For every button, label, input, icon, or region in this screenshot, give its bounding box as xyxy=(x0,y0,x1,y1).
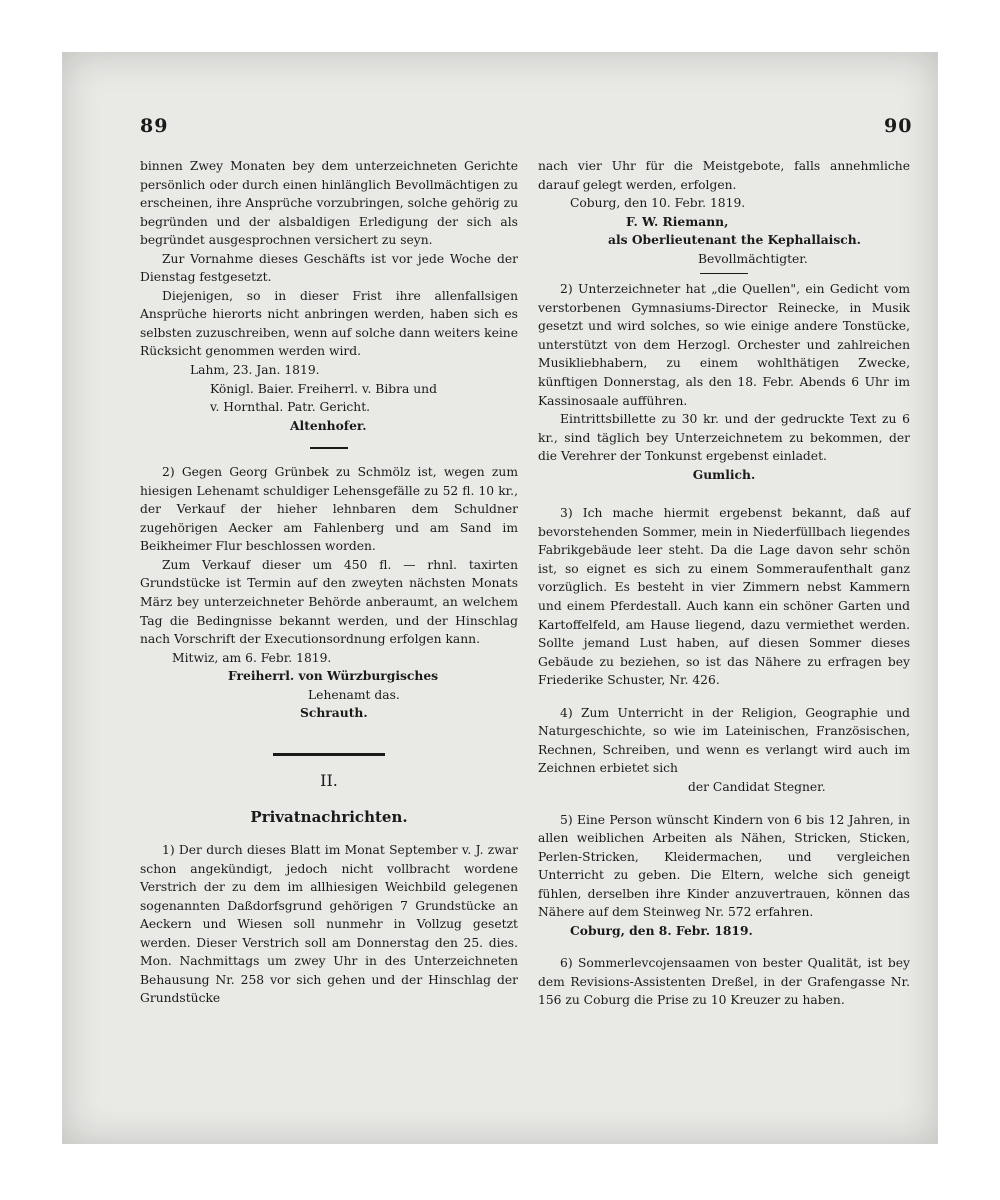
spacer xyxy=(538,940,910,954)
spacer xyxy=(538,797,910,811)
private-notice-2: 2) Unterzeichneter hat „die Quellen", ein Gedicht vom verstorbenen Gymnasiums-Director Reinecke, in Musik gesetzt und wird solches, so wie einige andere Tonstücke, unterstützt von dem Herzogl. Orchester und zahlreichen Musikliebhabern, zu einem wohlthätigen Zwecke, künftigen Donnerstag, als den 18. Febr. Abends 6 Uhr im Kassinosaale aufführen. xyxy=(538,282,910,408)
private-notice-1: 1) Der durch dieses Blatt im Monat September v. J. zwar schon angekündigt, jedoch nicht vollbracht wordene Verstrich der zu dem im allhiesigen Weichbild gelegenen sogenannten Daßdorfsgrund gehörigen 7 Grundstücke an Aeckern und Wiesen soll nunmehr in Vollzug gesetzt werden. Dieser Verstrich soll am Donnerstag den 25. dies. Mon. Nachmittags um zwey Uhr in des Unterzeichneten Behausung Nr. 258 vor sich gehen und der Hinschlag der Grundstücke xyxy=(140,842,518,1006)
private-notice-2-continued: Eintrittsbillette zu 30 kr. und der gedruckte Text zu 6 kr., sind täglich bey Unterzeichnetem zu bekommen, der die Verehrer der Tonkunst ergebenst einladet. xyxy=(538,412,910,464)
signature-place-date: Coburg, den 10. Febr. 1819. xyxy=(570,196,746,211)
notice-1-continued: nach vier Uhr für die Meistgebote, falls annehmliche darauf gelegt werden, erfolgen. xyxy=(538,159,910,192)
signature-line: v. Hornthal. Patr. Gericht. xyxy=(210,400,371,415)
paragraph-schedule: Zur Vornahme dieses Geschäfts ist vor jede Woche der Dienstag festgesetzt. xyxy=(140,251,518,285)
spacer xyxy=(538,690,910,704)
signature-name: Gumlich. xyxy=(692,466,756,482)
right-column xyxy=(538,157,910,1010)
left-column xyxy=(140,157,518,1008)
signature-line: Freiherrl. von Würzburgisches xyxy=(228,668,439,684)
spacer xyxy=(538,484,910,504)
signature-place-date: Lahm, 23. Jan. 1819. xyxy=(190,363,320,378)
signature-name: Altenhofer. xyxy=(290,417,367,433)
notice-2: 2) Gegen Georg Grünbek zu Schmölz ist, wegen zum hiesigen Lehenamt schuldiger Lehensgefälle zu 52 fl. 10 kr., der Verkauf der hieher lehnbaren dem Schuldner zugehörigen Aecker am Fahlenberg und am Sand im Beikheimer Flur beschlossen worden. xyxy=(140,465,518,554)
signature-place-date: Mitwiz, am 6. Febr. 1819. xyxy=(172,650,332,665)
page-number-right: 90 xyxy=(884,115,913,137)
page-number-left: 89 xyxy=(140,115,169,137)
divider xyxy=(700,273,748,274)
section-number: II. xyxy=(320,770,338,790)
signature-line: Lehenamt das. xyxy=(308,687,400,702)
signature-line: als Oberlieutenant the Kephallaisch. xyxy=(608,232,861,248)
notice-2-continued: Zum Verkauf dieser um 450 fl. — rhnl. taxirten Grundstücke ist Termin auf den zweyten nächsten Monats März bey unterzeichneter Behörde anberaumt, an welchem Tag die Bedingnisse bekannt werden, und der Hinschlag nach Vorschrift der Executionsordnung erfolgen kann. xyxy=(140,557,518,647)
section-title: Privatnachrichten. xyxy=(250,808,408,827)
signature-place-date: Coburg, den 8. Febr. 1819. xyxy=(570,922,753,938)
section-divider xyxy=(273,753,385,756)
signature-name: F. W. Riemann, xyxy=(626,213,729,229)
signature-line: Königl. Baier. Freiherrl. v. Bibra und xyxy=(210,381,437,396)
paragraph-intro: binnen Zwey Monaten bey dem unterzeichneten Gerichte persönlich oder durch einen hinlänglich Bevollmächtigen zu erscheinen, ihre Ansprüche vorzubringen, solche gehörig zu begründen und der alsbaldigen Erledigung der sich als begründet ausgesprochnen versichert zu seyn. xyxy=(140,159,518,248)
paragraph-warning: Diejenigen, so in dieser Frist ihre allenfallsigen Ansprüche hierorts nicht anbringen werden, haben sich es selbsten zuzuschreiben, wenn auf solche dann weiters keine Rücksicht genommen werden wird. xyxy=(140,288,518,359)
signature-name: Schrauth. xyxy=(300,705,368,721)
private-notice-6: 6) Sommerlevcojensaamen von bester Qualität, ist bey dem Revisions-Assistenten Dreßel, in der Grafengasse Nr. 156 zu Coburg die Prise zu 10 Kreuzer zu haben. xyxy=(538,956,910,1008)
divider xyxy=(310,447,348,449)
private-notice-3: 3) Ich mache hiermit ergebenst bekannt, daß auf bevorstehenden Sommer, mein in Niederfüllbach liegendes Fabrikgebäude leer steht. Da die Lage davon sehr schön ist, so eignet es sich zu einem Sommeraufenthalt ganz vorzüglich. Es besteht in vier Zimmern nebst Kammern und einem Pferdestall. Auch kann ein schöner Garten und Kartoffelfeld, am Hause liegend, dazu vermiethet werden. Sollte jemand Lust haben, auf diesen Sommer dieses Gebäude zu beziehen, so ist das Nähere zu erfragen bey Friederike Schuster, Nr. 426. xyxy=(538,506,910,688)
signature-name: der Candidat Stegner. xyxy=(688,779,826,794)
signature-line: Bevollmächtigter. xyxy=(698,251,808,266)
private-notice-5: 5) Eine Person wünscht Kindern von 6 bis 12 Jahren, in allen weiblichen Arbeiten als Nähen, Stricken, Sticken, Perlen-Stricken, Kleidermachen, und vergleichen Unterricht zu geben. Die Eltern, welche sich geneigt fühlen, derselben ihre Kinder anzuvertrauen, können das Nähere auf dem Steinweg Nr. 572 erfahren. xyxy=(538,812,910,920)
private-notice-4: 4) Zum Unterricht in der Religion, Geographie und Naturgeschichte, so wie im Lateinischen, Französischen, Rechnen, Schreiben, und wenn es verlangt wird auch im Zeichnen erbietet sich xyxy=(538,705,910,776)
